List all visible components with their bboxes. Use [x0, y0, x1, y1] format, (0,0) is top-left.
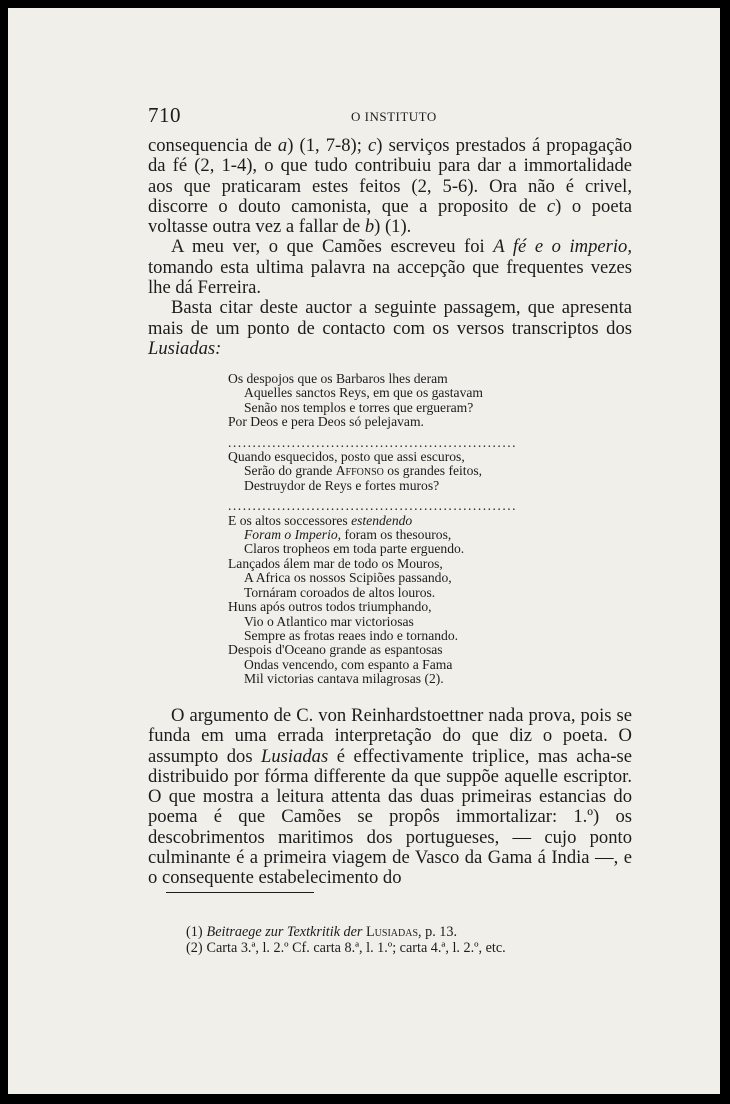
footnote-separator [166, 892, 314, 893]
running-title: O INSTITUTO [351, 109, 437, 124]
poem-line: Lançados álem mar de todo os Mouros, [228, 555, 443, 571]
footnotes [186, 924, 646, 956]
ellipsis-row: ........................................................... [228, 435, 518, 450]
poem-line: Vio o Atlantico mar victoriosas [244, 613, 414, 629]
poem-line: Por Deos e pera Deos só pelejavam. [228, 414, 424, 430]
body-text-upper [148, 136, 632, 359]
poem-line: Ondas vencendo, com espanto a Fama [244, 656, 453, 672]
poem-line: Foram o Imperio, foram os thesouros, [244, 527, 452, 543]
footnote-2: (2) Carta 3.ª, l. 2.º Cf. carta 8.ª, l. 1.º; carta 4.ª, l. 2.º, etc. [186, 940, 506, 956]
poem-line: Despois d'Oceano grande as espantosas [228, 642, 443, 658]
paragraph-4: O argumento de C. von Reinhardstoettner nada prova, pois se funda em uma errada interpretação do que diz o poeta. O assumpto dos Lusiadas é effectivamente triplice, mas acha-se distribuido por fórma differente da que suppõe aquelle escriptor. O que mostra a leitura attenta das duas primeiras estancias do poema é que Camões se propôs immortalizar: 1.º) os descobrimentos maritimos dos portugueses, — cujo ponto culminante é a primeira viagem de Vasco da Gama á India —, e o consequente estabelecimento do [148, 705, 633, 889]
poem-line: A Africa os nossos Scipiões passando, [244, 570, 452, 586]
poem-line: Claros tropheos em toda parte erguendo. [244, 541, 465, 557]
body-text-lower [148, 706, 632, 889]
poem-line: Senão nos templos e torres que ergueram? [244, 399, 474, 415]
ellipsis-row: ........................................................... [228, 499, 518, 514]
paragraph-1: consequencia de a) (1, 7-8); c) serviços prestados á propagação da fé (2, 1-4), o que tudo contribuiu para dar a immortalidade aos que praticaram estes feitos (2, 5-6). Ora não é crivel, discorre o douto camonista, que a proposito de c) o poeta voltasse outra vez a fallar de b) (1). [148, 135, 632, 238]
document-page [8, 8, 720, 1094]
poem-line: E os altos soccessores estendendo [228, 512, 413, 528]
poem-line: Mil victorias cantava milagrosas (2). [244, 671, 444, 687]
poem-line: Aquelles sanctos Reys, em que os gastavam [244, 385, 483, 401]
paragraph-2: A meu ver, o que Camões escreveu foi A fé e o imperio, tomando esta ultima palavra na accepção que frequentes vezes lhe dá Ferreira. [148, 236, 633, 299]
page-number: 710 [148, 103, 181, 127]
poem-line: Os despojos que os Barbaros lhes deram [228, 371, 448, 386]
poem-quotation [228, 372, 568, 687]
poem-line: Tornáram coroados de altos louros. [244, 584, 436, 600]
poem-line: Sempre as frotas reaes indo e tornando. [244, 627, 459, 643]
poem-line: Quando esquecidos, posto que assi escuros, [228, 449, 465, 465]
poem-line: Huns após outros todos triumphando, [228, 599, 432, 615]
poem-line: Serão do grande Affonso os grandes feitos, [244, 463, 483, 479]
footnote-1: (1) Beitraege zur Textkritik der Lusiadas, p. 13. [186, 924, 458, 940]
poem-line: Destruydor de Reys e fortes muros? [244, 477, 440, 493]
paragraph-3: Basta citar deste auctor a seguinte passagem, que apresenta mais de um ponto de contacto com os versos transcriptos dos Lusiadas: [148, 297, 632, 359]
